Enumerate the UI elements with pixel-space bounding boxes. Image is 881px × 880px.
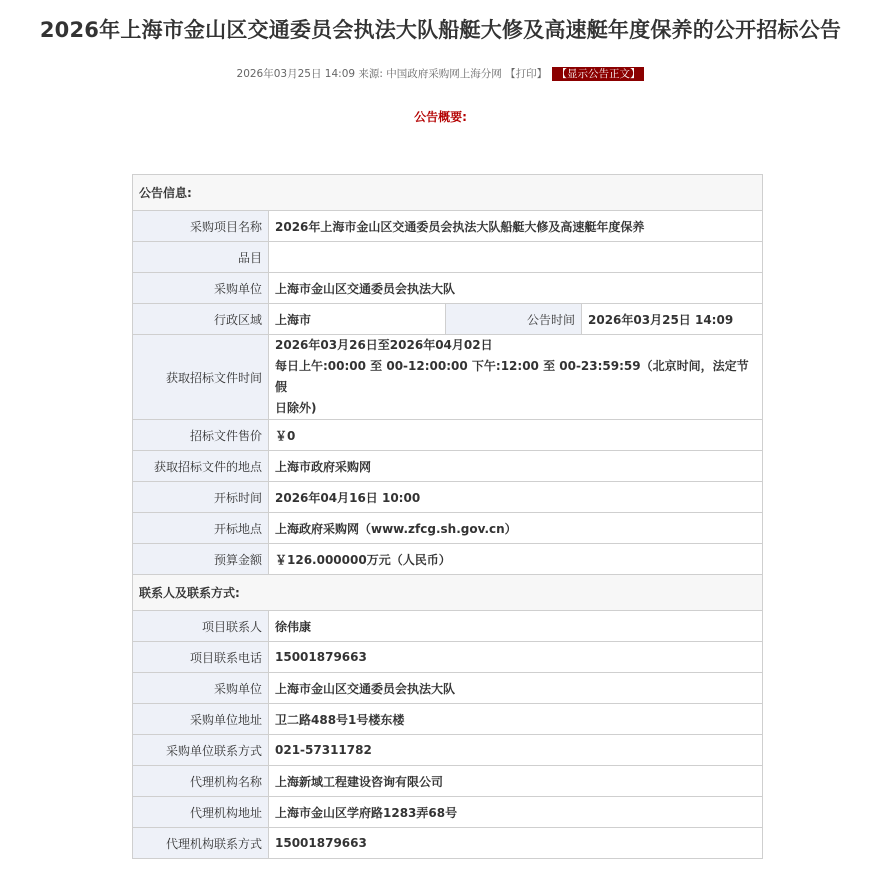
purchaser-address-value: 卫二路488号1号楼东楼	[269, 704, 763, 735]
table-row	[133, 451, 763, 482]
table-row	[133, 242, 763, 273]
table-row	[133, 735, 763, 766]
row-label: 采购项目名称	[133, 211, 269, 242]
table-row	[133, 420, 763, 451]
table-row	[133, 797, 763, 828]
row-label: 代理机构名称	[133, 766, 269, 797]
summary-heading: 公告概要:	[414, 110, 467, 124]
get-doc-place-value: 上海市政府采购网	[269, 451, 763, 482]
project-phone-value: 15001879663	[269, 642, 763, 673]
project-name-value: 2026年上海市金山区交通委员会执法大队船艇大修及高速艇年度保养	[269, 211, 763, 242]
agency-address-value: 上海市金山区学府路1283弄68号	[269, 797, 763, 828]
publish-date: 2026年03月25日 14:09	[236, 68, 356, 80]
row-label: 采购单位地址	[133, 704, 269, 735]
page-title: 2026年上海市金山区交通委员会执法大队船艇大修及高速艇年度保养的公开招标公告	[39, 18, 842, 42]
row-label: 品目	[133, 242, 269, 273]
doc-price-value: ￥0	[269, 420, 763, 451]
row-label: 采购单位联系方式	[133, 735, 269, 766]
table-row	[133, 304, 763, 335]
row-label: 代理机构地址	[133, 797, 269, 828]
section-row-contact	[133, 575, 763, 611]
source-label: 来源:	[358, 68, 383, 80]
table-row	[133, 766, 763, 797]
source-name: 中国政府采购网上海分网	[386, 68, 502, 80]
table-row	[133, 828, 763, 859]
table-row	[133, 544, 763, 575]
get-doc-daily-hours: 每日上午:00:00 至 00-12:00:00 下午:12:00 至 00-23:59:59（北京时间，法定节假	[275, 359, 749, 394]
table-row	[133, 482, 763, 513]
show-notice-button[interactable]: 【显示公告正文】	[552, 67, 644, 81]
section-title-contact: 联系人及联系方式:	[133, 575, 763, 611]
table-row	[133, 611, 763, 642]
row-label: 获取招标文件时间	[133, 335, 269, 420]
purchaser-value: 上海市金山区交通委员会执法大队	[269, 273, 763, 304]
row-label: 获取招标文件的地点	[133, 451, 269, 482]
notice-time-value: 2026年03月25日 14:09	[582, 304, 763, 335]
print-link[interactable]: 【打印】	[505, 68, 548, 80]
get-doc-holiday-note: 日除外)	[275, 401, 317, 415]
purchaser-phone-value: 021-57311782	[269, 735, 763, 766]
table-row	[133, 513, 763, 544]
row-label: 预算金额	[133, 544, 269, 575]
row-label: 公告时间	[446, 304, 582, 335]
row-label: 开标地点	[133, 513, 269, 544]
table-row	[133, 673, 763, 704]
row-label: 项目联系人	[133, 611, 269, 642]
row-label: 项目联系电话	[133, 642, 269, 673]
table-row	[133, 642, 763, 673]
meta-line	[0, 67, 881, 81]
table-row	[133, 335, 763, 420]
notice-table	[132, 174, 763, 859]
section-title-notice: 公告信息:	[133, 175, 763, 211]
row-label: 代理机构联系方式	[133, 828, 269, 859]
row-label: 行政区域	[133, 304, 269, 335]
get-doc-date-range: 2026年03月26日至2026年04月02日	[275, 338, 493, 352]
agency-name-value: 上海新域工程建设咨询有限公司	[269, 766, 763, 797]
get-doc-time-value	[269, 335, 763, 420]
open-time-value: 2026年04月16日 10:00	[269, 482, 763, 513]
contact-purchaser-value: 上海市金山区交通委员会执法大队	[269, 673, 763, 704]
agency-phone-value: 15001879663	[269, 828, 763, 859]
table-row	[133, 211, 763, 242]
row-label: 招标文件售价	[133, 420, 269, 451]
row-label: 采购单位	[133, 673, 269, 704]
table-row	[133, 704, 763, 735]
section-row-notice	[133, 175, 763, 211]
project-contact-value: 徐伟康	[269, 611, 763, 642]
region-value: 上海市	[269, 304, 446, 335]
row-label: 采购单位	[133, 273, 269, 304]
budget-value: ￥126.000000万元（人民币）	[269, 544, 763, 575]
item-value	[269, 242, 763, 273]
open-place-value: 上海政府采购网（www.zfcg.sh.gov.cn）	[269, 513, 763, 544]
row-label: 开标时间	[133, 482, 269, 513]
table-row	[133, 273, 763, 304]
